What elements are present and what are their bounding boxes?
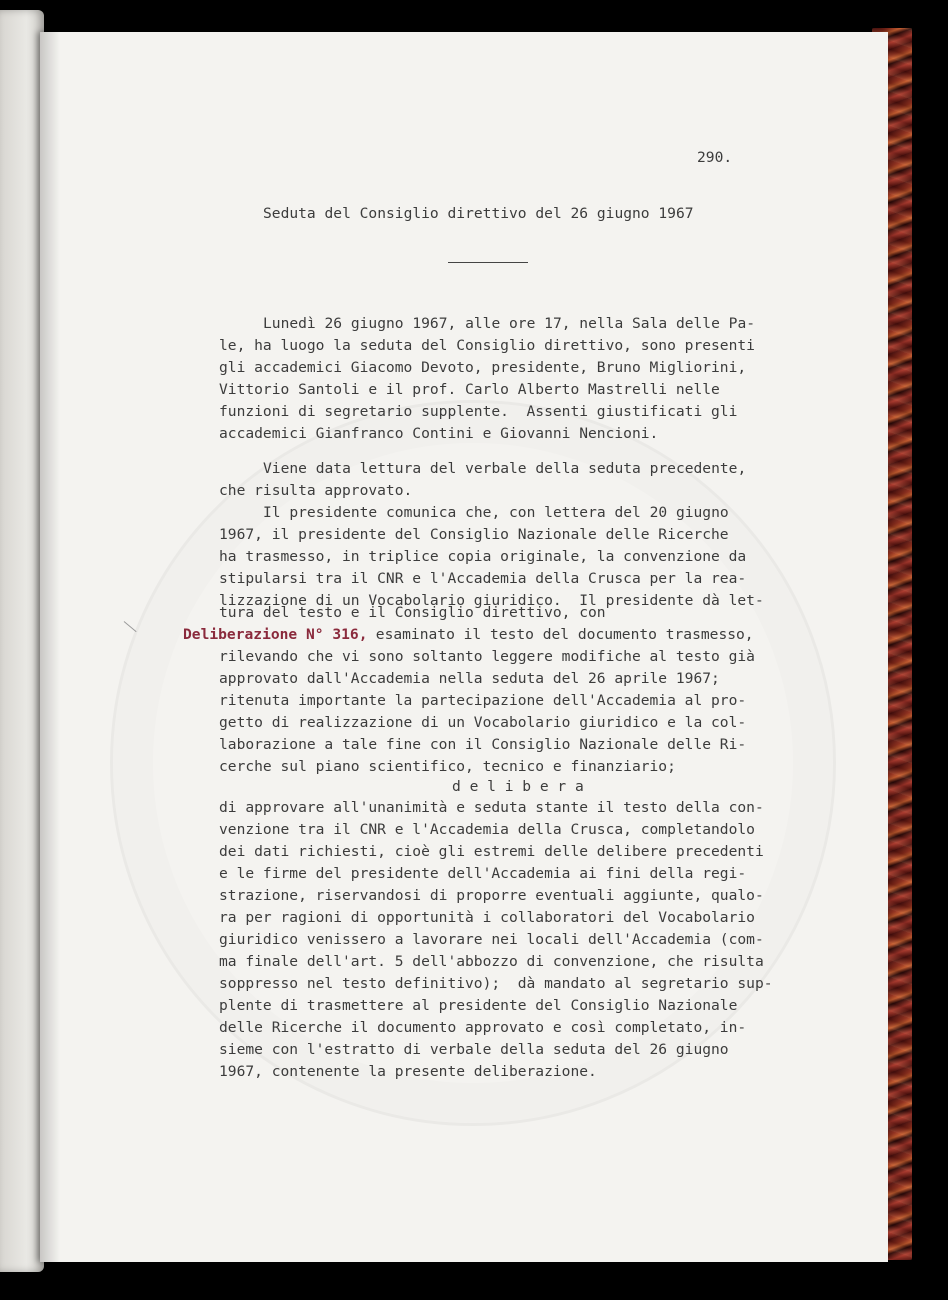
decision-line: soppresso nel testo definitivo); dà mandato al segretario sup- (219, 975, 773, 992)
deliberation-line: getto di realizzazione di un Vocabolario giuridico e la col- (219, 714, 747, 731)
deliberation-line: approvato dall'Accademia nella seduta del 26 aprile 1967; (219, 670, 720, 687)
paragraph3-line: tura del testo e il Consiglio direttivo, con (219, 604, 606, 621)
decision-line: e le firme del presidente dell'Accademia ai fini della regi- (219, 865, 747, 882)
decision-line: di approvare all'unanimità e seduta stante il testo della con- (219, 799, 764, 816)
paragraph2-line: Viene data lettura del verbale della seduta precedente, (263, 460, 747, 477)
paragraph3-line: lizzazione di un Vocabolario giuridico. Il presidente dà let- (219, 592, 764, 609)
decision-line: plente di trasmettere al presidente del Consiglio Nazionale (219, 997, 738, 1014)
paragraph1-line: Lunedì 26 giugno 1967, alle ore 17, nella Sala delle Pa- (263, 315, 756, 332)
decision-line: 1967, contenente la presente deliberazione. (219, 1063, 597, 1080)
paragraph3-line: 1967, il presidente del Consiglio Nazionale delle Ricerche (219, 526, 729, 543)
deliberation-line: ritenuta importante la partecipazione dell'Accademia al pro- (219, 692, 747, 709)
decision-line: ra per ragioni di opportunità i collaboratori del Vocabolario (219, 909, 755, 926)
deliberation-line: laborazione a tale fine con il Consiglio Nazionale delle Ri- (219, 736, 747, 753)
decision-line: giuridico venissero a lavorare nei locali dell'Accademia (com- (219, 931, 764, 948)
paragraph1-line: funzioni di segretario supplente. Assenti giustificati gli (219, 403, 738, 420)
decision-line: venzione tra il CNR e l'Accademia della Crusca, completandolo (219, 821, 755, 838)
paragraph2-line: che risulta approvato. (219, 482, 413, 499)
page-gutter-shadow (40, 32, 60, 1262)
deliberation-line: cerche sul piano scientifico, tecnico e finanziario; (219, 758, 676, 775)
decision-line: delle Ricerche il documento approvato e così completato, in- (219, 1019, 747, 1036)
decision-line: sieme con l'estratto di verbale della seduta del 26 giugno (219, 1041, 729, 1058)
deliberation-number-label: Deliberazione N° 316, (183, 626, 368, 643)
paragraph3-line: ha trasmesso, in triplice copia originale, la convenzione da (219, 548, 747, 565)
delibera-word: d e l i b e r a (452, 778, 584, 795)
deliberation-line: rilevando che vi sono soltanto leggere modifiche al testo già (219, 648, 755, 665)
paragraph1-line: Vittorio Santoli e il prof. Carlo Alberto Mastrelli nelle (219, 381, 720, 398)
paragraph1-line: accademici Gianfranco Contini e Giovanni Nencioni. (219, 425, 659, 442)
paragraph1-line: gli accademici Giacomo Devoto, presidente, Bruno Migliorini, (219, 359, 747, 376)
decision-line: dei dati richiesti, cioè gli estremi delle delibere precedenti (219, 843, 764, 860)
deliberation-first-line: esaminato il testo del documento trasmesso, (367, 626, 754, 643)
decision-line: strazione, riservandosi di proporre eventuali aggiunte, qualo- (219, 887, 764, 904)
paragraph1-line: le, ha luogo la seduta del Consiglio direttivo, sono presenti (219, 337, 755, 354)
title-underline-rule (448, 262, 528, 263)
paragraph3-line: Il presidente comunica che, con lettera del 20 giugno (263, 504, 729, 521)
facing-page-edge (0, 10, 44, 1272)
paragraph3-line: stipularsi tra il CNR e l'Accademia della Crusca per la rea- (219, 570, 747, 587)
decision-line: ma finale dell'art. 5 dell'abbozzo di convenzione, che risulta (219, 953, 764, 970)
page-number: 290. (697, 149, 733, 166)
document-title: Seduta del Consiglio direttivo del 26 giugno 1967 (263, 205, 694, 222)
